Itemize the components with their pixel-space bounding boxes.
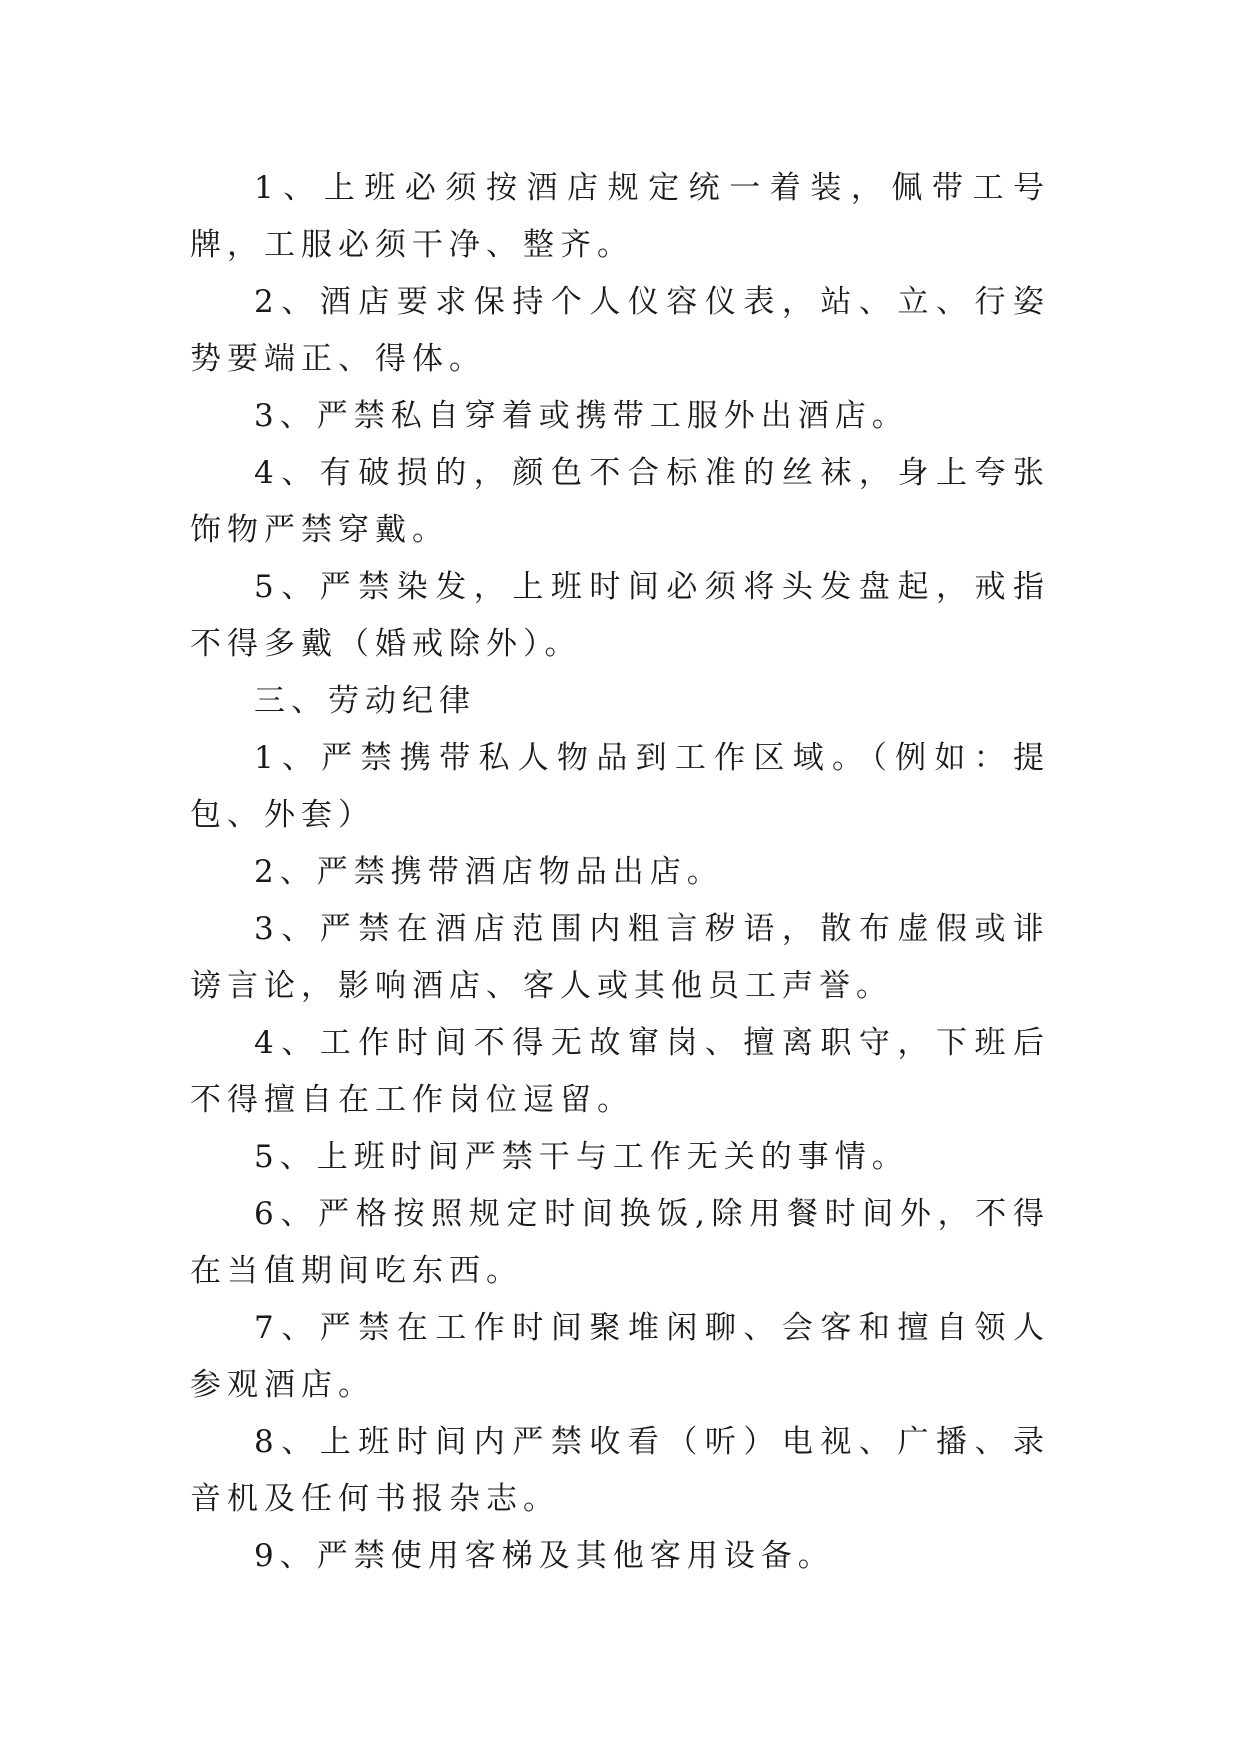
dress-rule-1: 1、上班必须按酒店规定统一着装，佩带工号牌，工服必须干净、整齐。 bbox=[190, 170, 1050, 263]
dress-rule-3: 3、严禁私自穿着或携带工服外出酒店。 bbox=[254, 398, 909, 434]
dress-rule-5: 5、严禁染发，上班时间必须将头发盘起，戒指不得多戴（婚戒除外）。 bbox=[190, 569, 1050, 662]
section-heading-labor-discipline: 三、劳动纪律 bbox=[254, 683, 476, 719]
dress-rule-2: 2、酒店要求保持个人仪容仪表，站、立、行姿势要端正、得体。 bbox=[190, 284, 1050, 377]
discipline-rule-6: 6、严格按照规定时间换饭,除用餐时间外，不得在当值期间吃东西。 bbox=[190, 1196, 1050, 1289]
discipline-rule-1: 1、严禁携带私人物品到工作区域。（例如：提包、外套） bbox=[190, 740, 1050, 833]
discipline-rule-5: 5、上班时间严禁干与工作无关的事情。 bbox=[254, 1139, 909, 1175]
discipline-rule-8: 8、上班时间内严禁收看（听）电视、广播、录音机及任何书报杂志。 bbox=[190, 1424, 1050, 1517]
dress-rule-4: 4、有破损的，颜色不合标准的丝袜，身上夸张饰物严禁穿戴。 bbox=[190, 455, 1050, 548]
document-page bbox=[190, 160, 1050, 1585]
discipline-rule-2: 2、严禁携带酒店物品出店。 bbox=[254, 854, 724, 890]
discipline-rule-7: 7、严禁在工作时间聚堆闲聊、会客和擅自领人参观酒店。 bbox=[190, 1310, 1050, 1403]
discipline-rule-9: 9、严禁使用客梯及其他客用设备。 bbox=[254, 1538, 835, 1574]
discipline-rule-3: 3、严禁在酒店范围内粗言秽语，散布虚假或诽谤言论，影响酒店、客人或其他员工声誉。 bbox=[190, 911, 1050, 1004]
discipline-rule-4: 4、工作时间不得无故窜岗、擅离职守，下班后不得擅自在工作岗位逗留。 bbox=[190, 1025, 1050, 1118]
